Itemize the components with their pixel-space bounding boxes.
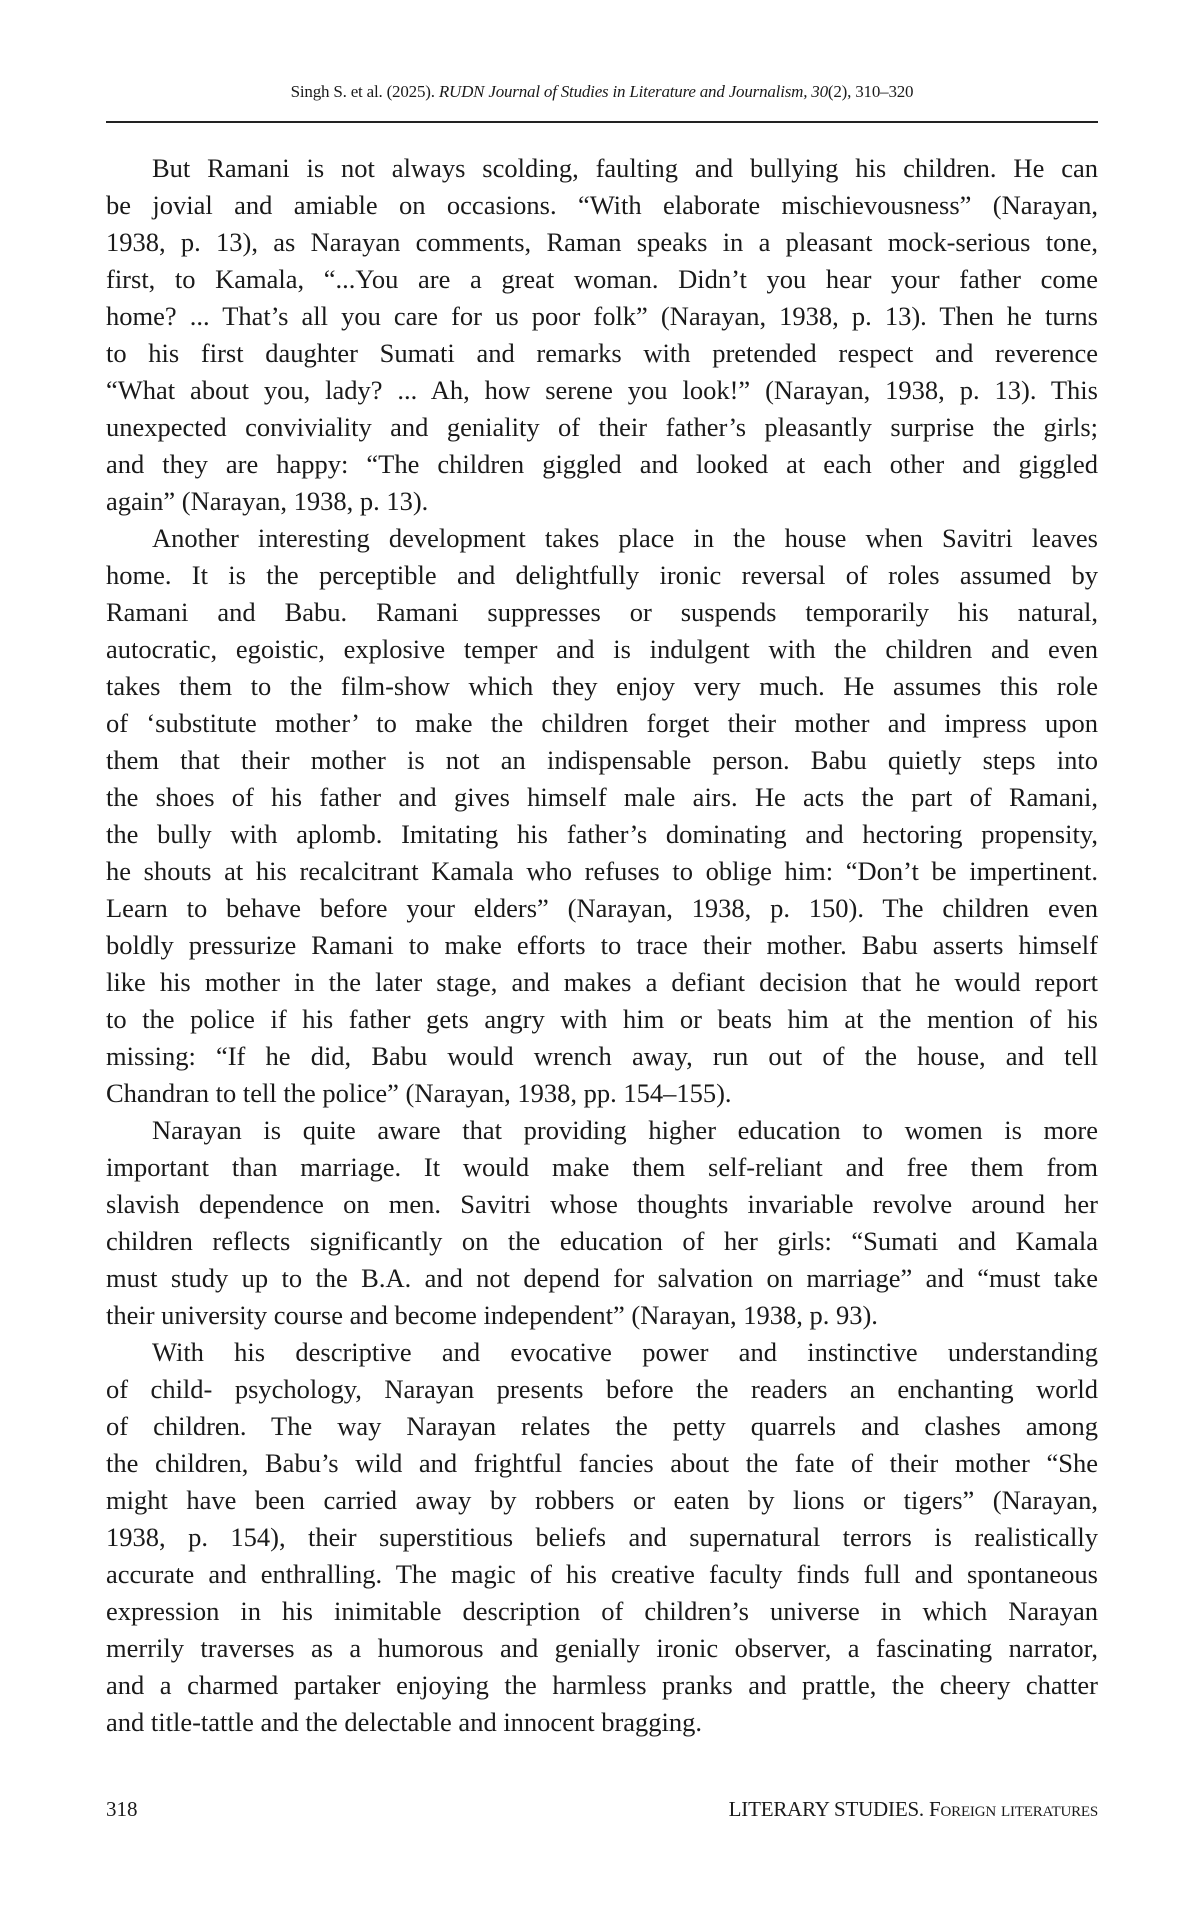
- text-line: he shouts at his recalcitrant Kamala who refuses to oblige him: “Don’t be impertinent.: [106, 856, 1098, 886]
- text-line: be jovial and amiable on occasions. “With elaborate mischievousness” (Narayan,: [106, 190, 1098, 220]
- section-title-smallcaps: oreign literatures: [940, 1797, 1098, 1821]
- text-line: accurate and enthralling. The magic of his creative faculty finds full and spontaneous: [106, 1559, 1098, 1589]
- text-line: must study up to the B.A. and not depend for salvation on marriage” and “must take: [106, 1263, 1098, 1293]
- text-line: and title-tattle and the delectable and innocent bragging.: [106, 1707, 703, 1737]
- text-line: autocratic, egoistic, explosive temper and is indulgent with the children and even: [106, 634, 1098, 664]
- text-line: expression in his inimitable description of children’s universe in which Narayan: [106, 1596, 1098, 1626]
- text-line: the shoes of his father and gives himself male airs. He acts the part of Ramani,: [106, 782, 1098, 812]
- text-line: important than marriage. It would make them self-reliant and free them from: [106, 1152, 1098, 1182]
- section-title: [729, 1797, 1098, 1822]
- text-line: Another interesting development takes place in the house when Savitri leaves: [152, 523, 1098, 553]
- issue-pages: (2), 310–320: [827, 82, 914, 101]
- text-line: of children. The way Narayan relates the petty quarrels and clashes among: [106, 1411, 1098, 1441]
- text-line: 1938, p. 13), as Narayan comments, Raman speaks in a pleasant mock-serious tone,: [106, 227, 1098, 257]
- text-line: like his mother in the later stage, and makes a defiant decision that he would report: [106, 967, 1098, 997]
- text-line: boldly pressurize Ramani to make efforts to trace their mother. Babu asserts himself: [106, 930, 1098, 960]
- text-line: their university course and become independent” (Narayan, 1938, p. 93).: [106, 1300, 878, 1330]
- text-line: might have been carried away by robbers or eaten by lions or tigers” (Narayan,: [106, 1485, 1098, 1515]
- citation-authors: Singh S. et al. (2025).: [290, 82, 439, 101]
- text-line: the bully with aplomb. Imitating his father’s dominating and hectoring propensity,: [106, 819, 1098, 849]
- text-line: takes them to the film-show which they enjoy very much. He assumes this role: [106, 671, 1098, 701]
- text-line: to the police if his father gets angry with him or beats him at the mention of his: [106, 1004, 1098, 1034]
- text-line: unexpected conviviality and geniality of their father’s pleasantly surprise the girls;: [106, 412, 1098, 442]
- running-head: [106, 82, 1098, 102]
- text-line: again” (Narayan, 1938, p. 13).: [106, 486, 429, 516]
- text-line: Ramani and Babu. Ramani suppresses or suspends temporarily his natural,: [106, 597, 1098, 627]
- text-line: of ‘substitute mother’ to make the children forget their mother and impress upon: [106, 708, 1098, 738]
- paragraph: [106, 1112, 1098, 1334]
- text-line: the children, Babu’s wild and frightful fancies about the fate of their mother “She: [106, 1448, 1098, 1478]
- text-line: missing: “If he did, Babu would wrench away, run out of the house, and tell: [106, 1041, 1098, 1071]
- journal-title: RUDN Journal of Studies in Literature and Journalism, 30: [438, 82, 828, 101]
- text-line: Chandran to tell the police” (Narayan, 1938, pp. 154–155).: [106, 1078, 732, 1108]
- text-line: home. It is the perceptible and delightfully ironic reversal of roles assumed by: [106, 560, 1098, 590]
- text-line: Learn to behave before your elders” (Narayan, 1938, p. 150). The children even: [106, 893, 1098, 923]
- text-line: 1938, p. 154), their superstitious beliefs and supernatural terrors is realistically: [106, 1522, 1098, 1552]
- text-line: But Ramani is not always scolding, faulting and bullying his children. He can: [152, 153, 1098, 183]
- article-body: [106, 150, 1098, 1741]
- paragraph: [106, 1334, 1098, 1741]
- paragraph: [106, 150, 1098, 520]
- text-line: children reflects significantly on the education of her girls: “Sumati and Kamala: [106, 1226, 1098, 1256]
- text-line: slavish dependence on men. Savitri whose thoughts invariable revolve around her: [106, 1189, 1098, 1219]
- header-rule: [106, 121, 1098, 123]
- text-line: them that their mother is not an indispensable person. Babu quietly steps into: [106, 745, 1098, 775]
- text-line: Narayan is quite aware that providing higher education to women is more: [152, 1115, 1098, 1145]
- text-line: and they are happy: “The children giggled and looked at each other and giggled: [106, 449, 1098, 479]
- page-number: 318: [106, 1797, 138, 1821]
- paragraph: [106, 520, 1098, 1112]
- text-line: merrily traverses as a humorous and genially ironic observer, a fascinating narrator,: [106, 1633, 1098, 1663]
- text-line: “What about you, lady? ... Ah, how serene you look!” (Narayan, 1938, p. 13). This: [106, 375, 1098, 405]
- text-line: With his descriptive and evocative power and instinctive understanding: [152, 1337, 1098, 1367]
- text-line: to his first daughter Sumati and remarks with pretended respect and reverence: [106, 338, 1098, 368]
- section-title-caps: LITERARY STUDIES. F: [728, 1797, 941, 1821]
- text-line: home? ... That’s all you care for us poor folk” (Narayan, 1938, p. 13). Then he turns: [106, 301, 1098, 331]
- text-line: of child- psychology, Narayan presents before the readers an enchanting world: [106, 1374, 1098, 1404]
- text-line: and a charmed partaker enjoying the harmless pranks and prattle, the cheery chatter: [106, 1670, 1098, 1700]
- text-line: first, to Kamala, “...You are a great woman. Didn’t you hear your father come: [106, 264, 1098, 294]
